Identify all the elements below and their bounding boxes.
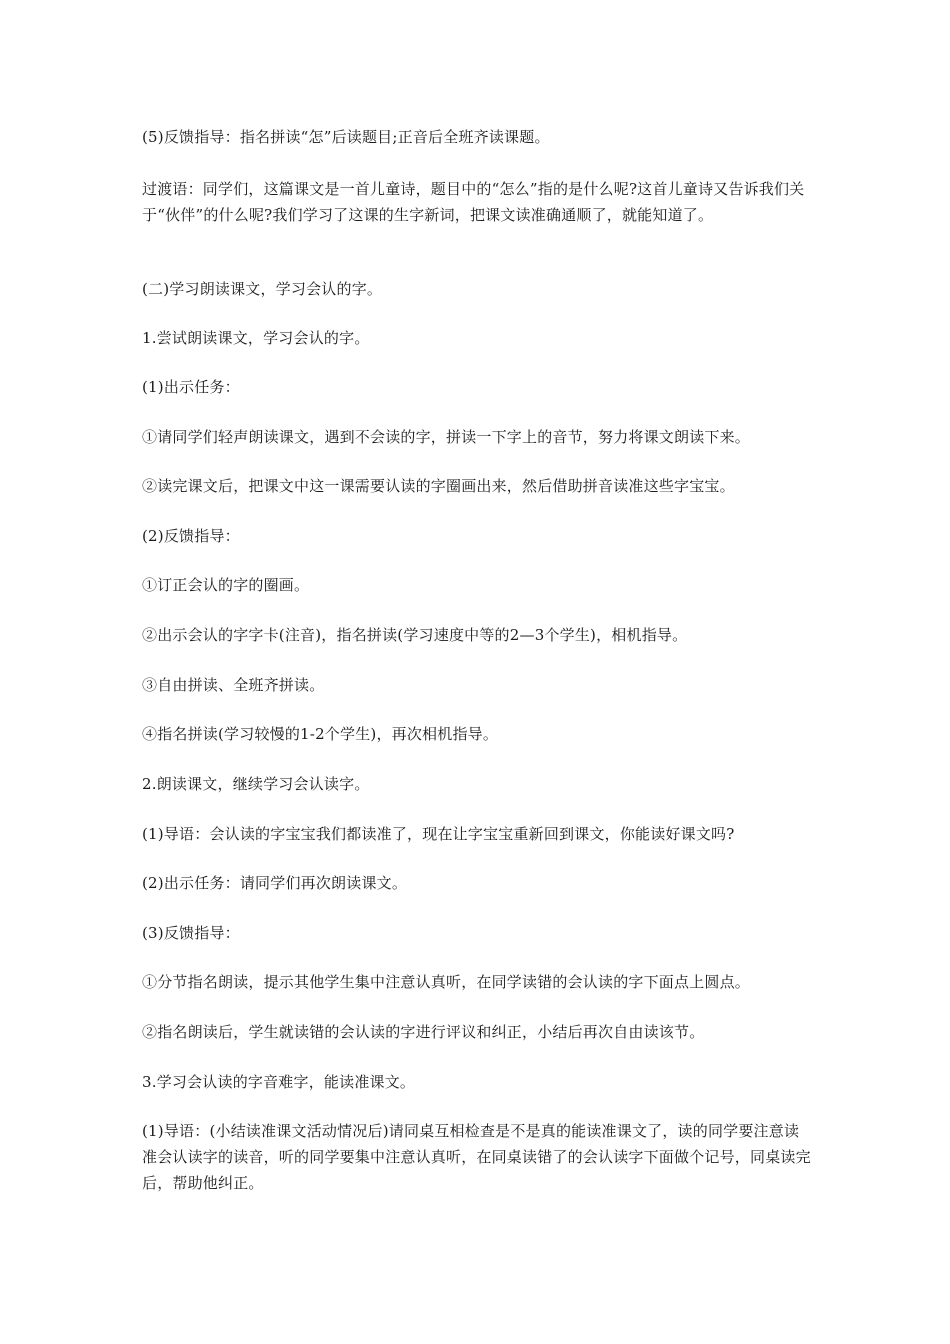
list-item: ②读完课文后，把课文中这一课需要认读的字圈画出来，然后借助拼音读准这些字宝宝。: [142, 477, 735, 495]
paragraph-intro-3: (1)导语：(小结读准课文活动情况后)请同桌互相检查是不是真的能读准课文了，读的同学要注意读准会认读字的读音，听的同学要集中注意认真听，在同桌读错了的会认读字下面做个记号，同桌读完后，帮助他纠正。: [142, 1122, 811, 1192]
paragraph-feedback-2: (2)反馈指导：: [142, 527, 240, 545]
paragraph-intro-1: (1)导语：会认读的字宝宝我们都读准了，现在让字宝宝重新回到课文，你能读好课文吗?: [142, 825, 735, 843]
list-item: ③自由拼读、全班齐拼读。: [142, 676, 325, 694]
list-item: ①请同学们轻声朗读课文，遇到不会读的字，拼读一下字上的音节，努力将课文朗读下来。: [142, 428, 751, 446]
paragraph-feedback-3: (3)反馈指导：: [142, 924, 240, 942]
list-item: ④指名拼读(学习较慢的1-2个学生)，再次相机指导。: [142, 725, 499, 743]
list-item: ②指名朗读后，学生就读错的会认读的字进行评议和纠正，小结后再次自由读该节。: [142, 1023, 705, 1041]
list-item: ①分节指名朗读，提示其他学生集中注意认真听，在同学读错的会认读的字下面点上圆点。: [142, 973, 751, 991]
section-heading-2: (二)学习朗读课文，学习会认的字。: [142, 280, 383, 298]
step-heading-3: 3.学习会认读的字音难字，能读准课文。: [142, 1073, 416, 1091]
list-item: ②出示会认的字字卡(注音)，指名拼读(学习速度中等的2—3个学生)，相机指导。: [142, 626, 688, 644]
paragraph-task-1: (1)出示任务：: [142, 378, 240, 396]
list-item: ①订正会认的字的圈画。: [142, 576, 310, 594]
step-heading-2: 2.朗读课文，继续学习会认读字。: [142, 775, 370, 793]
paragraph-task-2: (2)出示任务：请同学们再次朗读课文。: [142, 874, 408, 892]
paragraph-transition: 过渡语：同学们，这篇课文是一首儿童诗，题目中的“怎么”指的是什么呢?这首儿童诗又告诉我们关于“伙伴”的什么呢?我们学习了这课的生字新词，把课文读准确通顺了，就能知道了。: [142, 180, 805, 224]
paragraph-feedback-5: (5)反馈指导：指名拼读“怎”后读题目;正音后全班齐读课题。: [142, 128, 550, 146]
step-heading-1: 1.尝试朗读课文，学习会认的字。: [142, 329, 370, 347]
